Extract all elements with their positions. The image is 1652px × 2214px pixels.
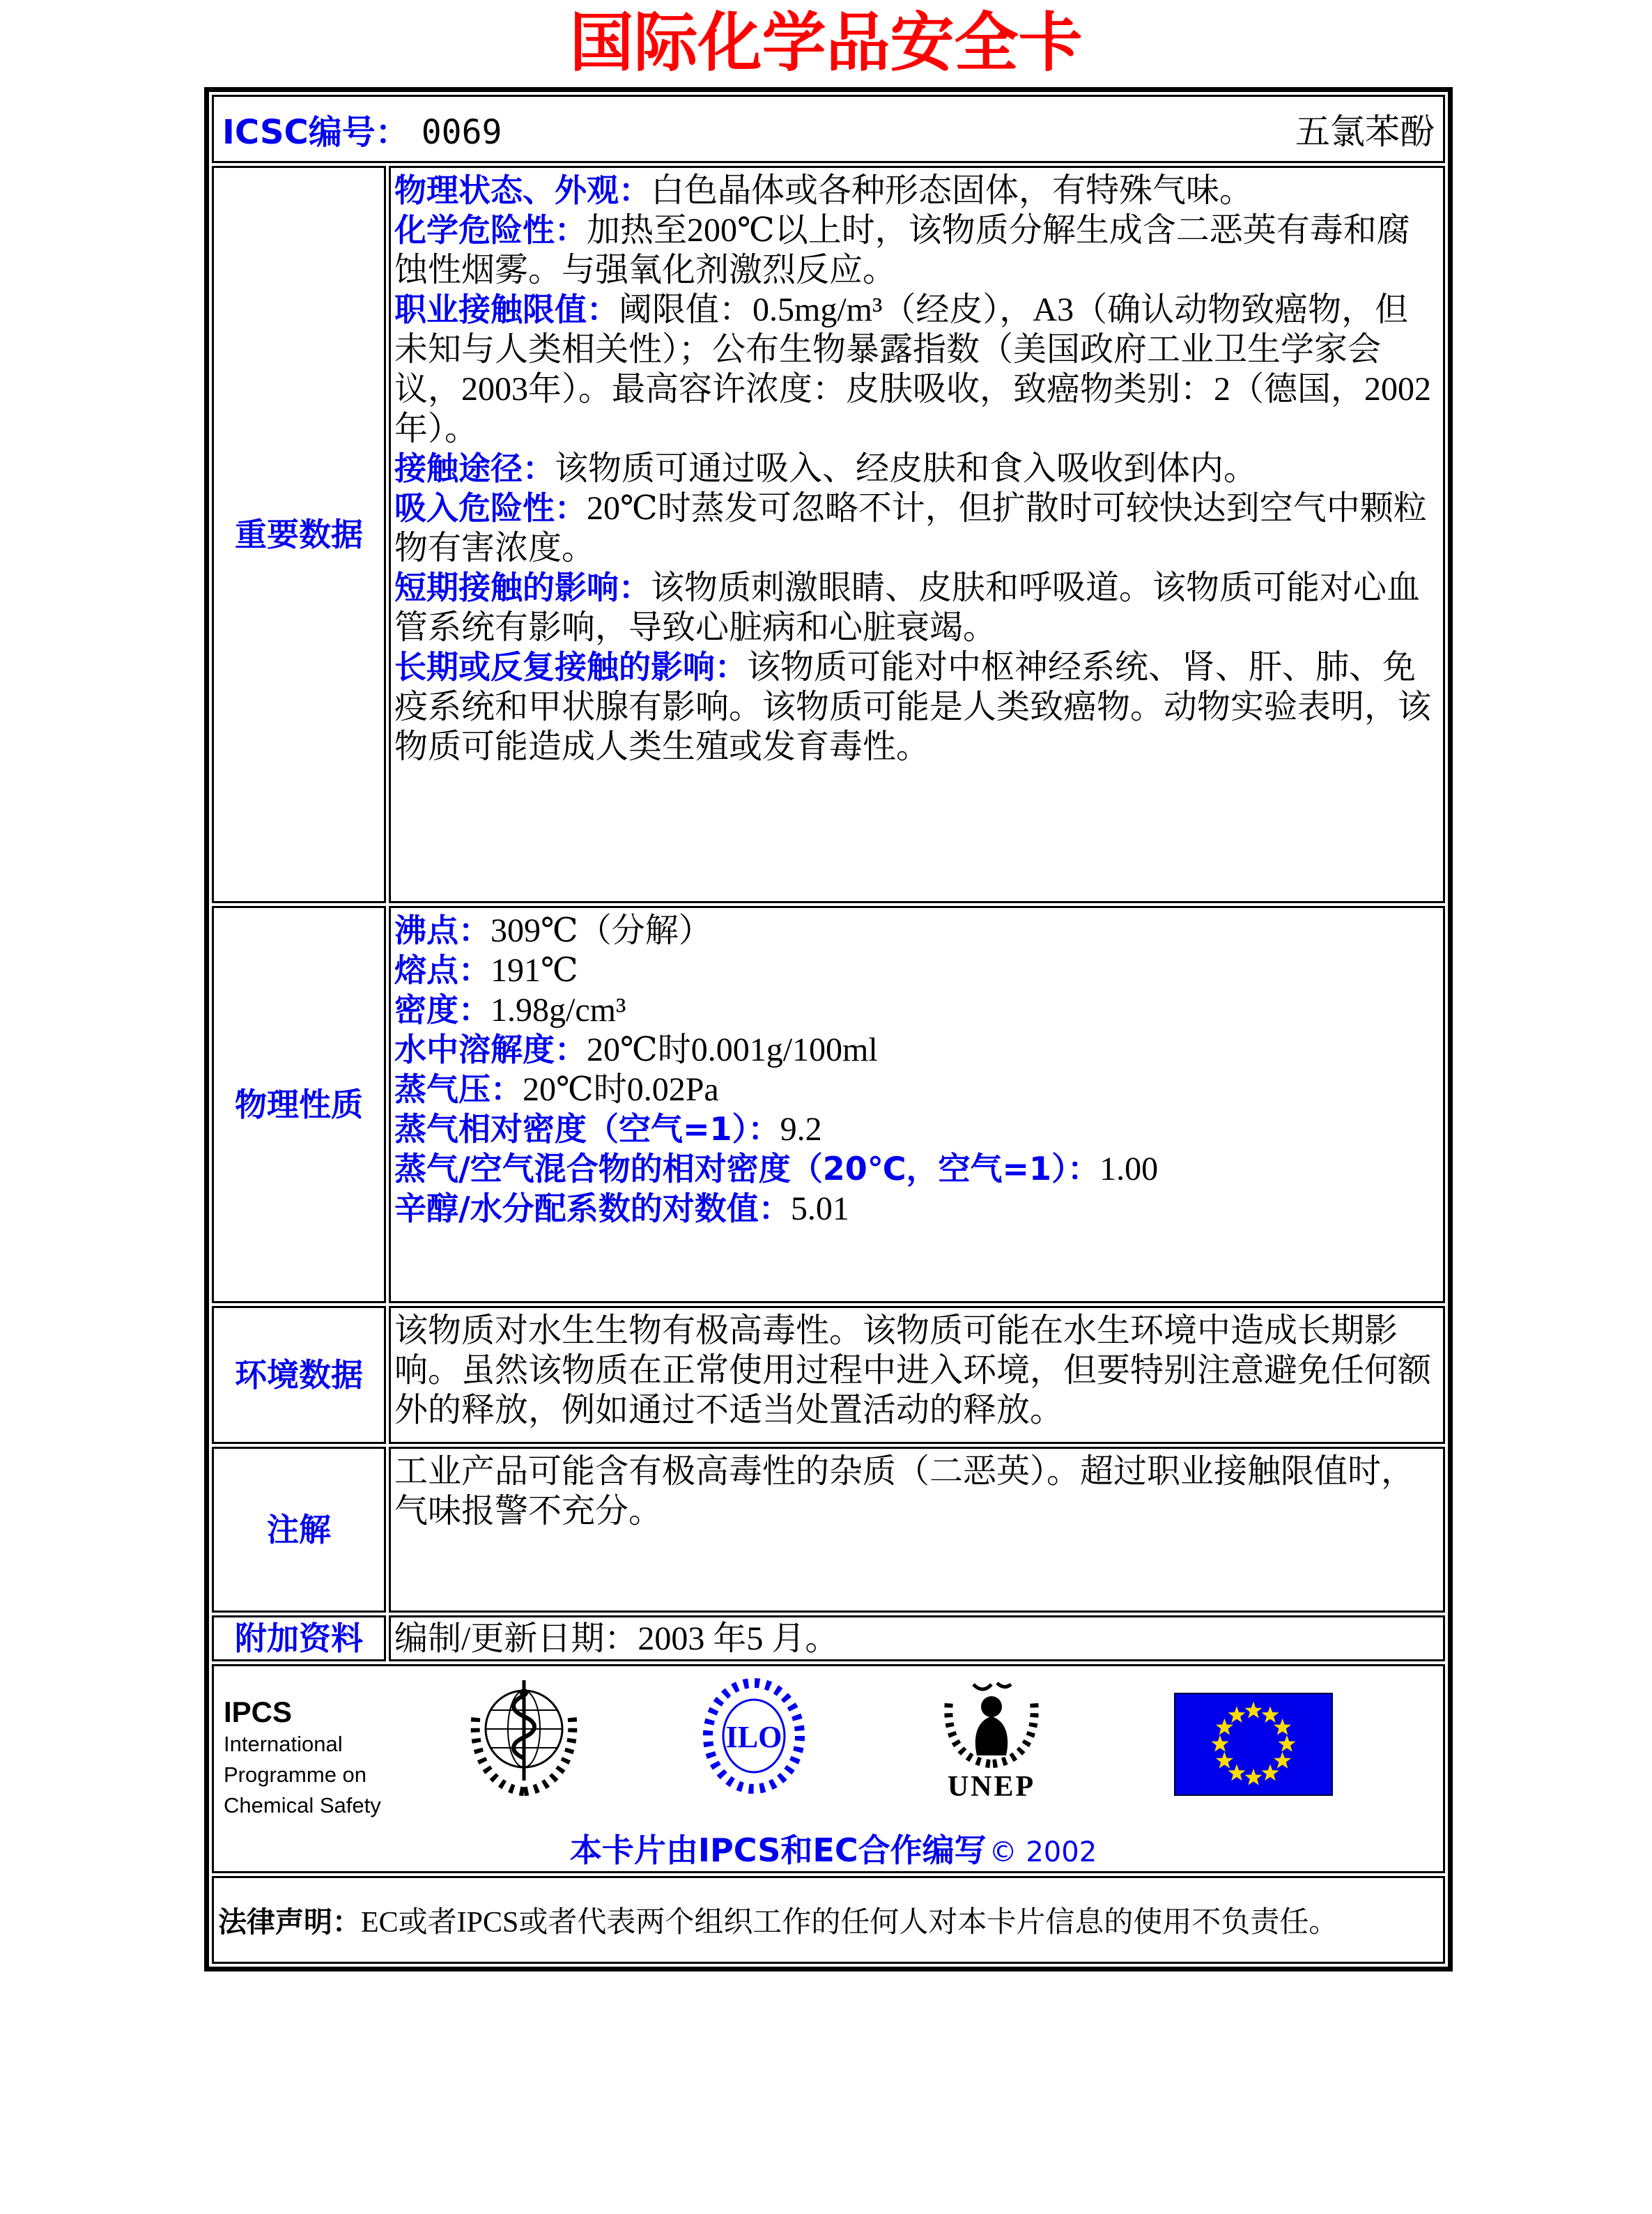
paragraph-text: 该物质可通过吸入、经皮肤和食入吸收到体内。	[555, 450, 1258, 487]
property-label: 蒸气压：	[394, 1070, 523, 1108]
property-value: 20℃时0.02Pa	[523, 1071, 719, 1108]
property-line	[394, 951, 1436, 990]
paragraph-label: 化学危险性：	[394, 211, 587, 249]
property-label: 辛醇/水分配系数的对数值：	[394, 1190, 791, 1227]
paragraph	[394, 449, 1436, 489]
paragraph-label: 物理状态、外观：	[394, 171, 651, 209]
paragraph	[394, 647, 1436, 767]
ipcs-title: IPCS	[224, 1696, 293, 1728]
paragraph	[394, 210, 1436, 290]
property-label: 蒸气相对密度（空气=1）：	[394, 1110, 780, 1148]
property-value: 191℃	[491, 952, 578, 989]
icsc-number-value: 0069	[421, 112, 502, 152]
legal-row	[212, 1876, 1445, 1964]
paragraph-text: 加热至200℃以上时，该物质分解生成含二恶英有毒和腐蚀性烟雾。与强氧化剂激烈反应。	[394, 212, 1410, 289]
environmental-data-row	[212, 1306, 1445, 1444]
physical-properties-row	[212, 906, 1445, 1303]
paragraph	[394, 290, 1436, 449]
additional-info-content	[389, 1615, 1445, 1661]
paragraph-label: 吸入危险性：	[394, 489, 587, 527]
property-label: 密度：	[394, 991, 491, 1029]
paragraph-text: 该物质刺激眼睛、皮肤和呼吸道。该物质可能对心血管系统有影响，导致心脏病和心脏衰竭。	[394, 569, 1421, 646]
property-label: 熔点：	[394, 951, 491, 989]
row-label-physical-properties: 物理性质	[212, 906, 386, 1303]
legal-cell	[212, 1876, 1445, 1964]
paragraph-label: 长期或反复接触的影响：	[394, 648, 747, 686]
credit-line	[224, 1825, 1443, 1871]
property-line	[394, 990, 1436, 1030]
property-label: 蒸气/空气混合物的相对密度（20℃，空气=1）：	[394, 1150, 1100, 1187]
paragraph-label: 职业接触限值：	[394, 291, 619, 328]
copyright-text: © 2002	[989, 1836, 1097, 1868]
who-logo-icon	[462, 1676, 586, 1799]
property-line	[394, 911, 1436, 951]
logos-cell	[212, 1664, 1445, 1873]
property-line	[394, 1109, 1436, 1149]
property-line	[394, 1070, 1436, 1109]
property-line	[394, 1149, 1436, 1189]
eu-flag-icon	[1174, 1693, 1333, 1799]
icsc-card-table	[204, 87, 1453, 1971]
paragraph-text: 该物质可能对中枢神经系统、肾、肝、肺、免疫系统和甲状腺有影响。该物质可能是人类致癌物。动物实验表明，该物质可能造成人类生殖或发育毒性。	[394, 649, 1432, 765]
additional-info-row	[212, 1615, 1445, 1661]
svg-text:ILO: ILO	[725, 1720, 782, 1754]
ipcs-subtitle-line: Programme on	[224, 1762, 367, 1787]
important-data-row	[212, 166, 1445, 903]
icsc-number-label: ICSC编号：	[222, 112, 409, 152]
property-line	[394, 1030, 1436, 1070]
unep-logo-icon	[929, 1676, 1054, 1802]
additional-info-label: 编制/更新日期：	[394, 1620, 638, 1657]
property-label: 水中溶解度：	[394, 1031, 587, 1068]
environmental-data-content	[389, 1306, 1445, 1444]
notes-text: 工业产品可能含有极高毒性的杂质（二恶英）。超过职业接触限值时，气味报警不充分。	[394, 1453, 1415, 1530]
property-value: 309℃（分解）	[491, 912, 712, 949]
physical-properties-content	[389, 906, 1445, 1303]
legal-text: EC或者IPCS或者代表两个组织工作的任何人对本卡片信息的使用不负责任。	[361, 1907, 1338, 1939]
property-value: 20℃时0.001g/100ml	[587, 1031, 878, 1068]
additional-info-text: 2003 年5 月。	[638, 1620, 839, 1657]
chemical-name: 五氯苯酚	[1295, 112, 1435, 151]
row-label-environmental-data: 环境数据	[212, 1306, 386, 1444]
row-label-important-data: 重要数据	[212, 166, 386, 903]
paragraph-text: 白色晶体或各种形态固体，有特殊气味。	[651, 172, 1253, 209]
notes-content	[389, 1447, 1445, 1613]
legal-label: 法律声明：	[218, 1905, 361, 1939]
ipcs-block	[224, 1676, 419, 1821]
ipcs-subtitle-line: International	[224, 1732, 343, 1756]
ipcs-subtitle-line: Chemical Safety	[224, 1793, 381, 1817]
paragraph	[394, 489, 1436, 568]
paragraph-text: 阈限值：0.5mg/m³（经皮），A3（确认动物致癌物，但未知与人类相关性）；公布生物暴露指数（美国政府工业卫生学家会议，2003年）。最高容许浓度：皮肤吸收，致癌物类别：2（德国，2002年）。	[394, 291, 1432, 447]
credit-text: 本卡片由IPCS和EC合作编写	[569, 1831, 987, 1869]
row-label-additional-info: 附加资料	[212, 1615, 386, 1661]
header-row	[212, 95, 1445, 163]
property-label: 沸点：	[394, 912, 491, 949]
important-data-content	[389, 166, 1445, 903]
property-value: 9.2	[780, 1111, 822, 1148]
paragraph	[394, 171, 1436, 210]
property-value: 5.01	[790, 1190, 849, 1227]
paragraph-label: 接触途径：	[394, 449, 555, 487]
paragraph-text: 20℃时蒸发可忽略不计，但扩散时可较快达到空气中颗粒物有害浓度。	[394, 490, 1427, 567]
icsc-number-group	[222, 105, 502, 153]
paragraph	[394, 568, 1436, 647]
unep-label: UNEP	[947, 1771, 1036, 1803]
property-value: 1.00	[1099, 1151, 1159, 1187]
ilo-logo-icon	[697, 1676, 810, 1799]
page-title: 国际化学品安全卡	[569, 6, 1083, 80]
environmental-text: 该物质对水生生物有极高毒性。该物质可能在水生环境中造成长期影响。虽然该物质在正常使用过程中进入环境，但要特别注意避免任何额外的释放，例如通过不适当处置活动的释放。	[394, 1312, 1432, 1429]
row-label-notes: 注解	[212, 1447, 386, 1613]
logos-row	[212, 1664, 1445, 1873]
notes-row	[212, 1447, 1445, 1613]
header-cell	[212, 95, 1445, 163]
property-value: 1.98g/cm³	[491, 992, 626, 1029]
property-line	[394, 1189, 1436, 1229]
paragraph-label: 短期接触的影响：	[394, 569, 651, 606]
